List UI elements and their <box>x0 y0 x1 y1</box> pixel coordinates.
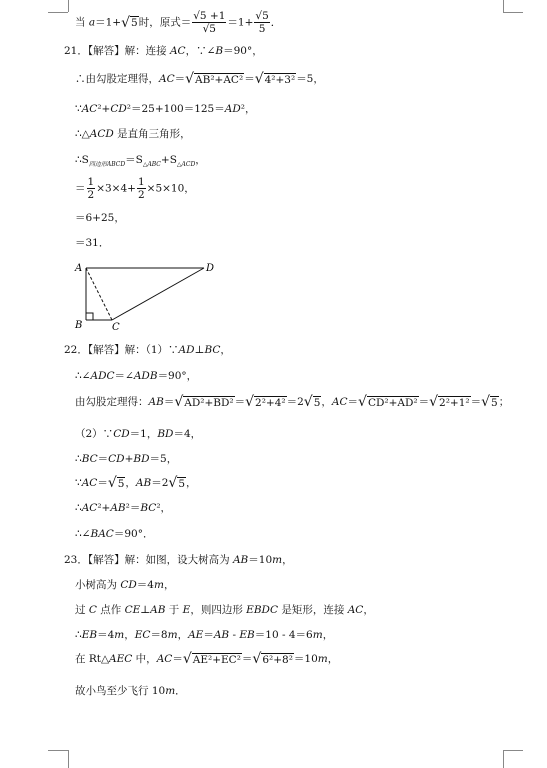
radicand: 2²+4² <box>255 396 286 409</box>
math-variable: BC <box>204 344 221 356</box>
text-run: ²＝ <box>125 502 141 514</box>
text-run: ＝1， <box>129 428 158 440</box>
text-run: 故小鸟至少飞行 10 <box>75 685 166 697</box>
math-variable: CD <box>110 103 127 115</box>
text-run: ＝6+25， <box>75 212 125 224</box>
line-16 <box>75 501 171 515</box>
radical-sign: √ <box>182 651 192 667</box>
math-variable: BAC <box>90 528 114 540</box>
radicand: CD²+AD² <box>367 396 418 409</box>
text-run: 23．【解答】解：如图，设大树高为 <box>64 554 233 566</box>
text-run: ＝ <box>418 396 430 408</box>
radicand: AE²+EC² <box>192 653 241 666</box>
line-10 <box>64 343 231 357</box>
math-variable: AB <box>135 477 152 489</box>
math-variable: AB <box>232 554 249 566</box>
text-run: ， <box>124 629 135 641</box>
text-run: ＝8 <box>150 629 168 641</box>
radical <box>358 395 419 409</box>
line-2 <box>64 44 263 58</box>
math-variable: EBDC <box>246 604 279 616</box>
text-run: ＝90°． <box>113 528 154 540</box>
text-run: ＝ <box>203 629 214 641</box>
text-run: ＝1+ <box>95 16 122 29</box>
text-run: ∴∠ <box>75 528 91 540</box>
label-d: D <box>206 263 215 274</box>
radical <box>481 395 499 409</box>
text-run: ＝4 <box>136 579 154 591</box>
radicand: 5 <box>313 396 321 409</box>
text-run: ＝31． <box>75 237 110 249</box>
text-run: ， <box>327 653 339 665</box>
text-run: ＝10 - 4＝6 <box>254 629 313 641</box>
math-variable: AE <box>188 629 204 641</box>
segment-ac-dashed <box>86 268 112 320</box>
radical-sign: √ <box>252 651 262 667</box>
text-run: 22．【解答】解：（1）∵ <box>64 344 179 356</box>
numerator: 1 <box>137 176 145 188</box>
text-run: ． <box>270 16 282 29</box>
line-17 <box>75 527 153 541</box>
radicand: AB²+AC² <box>195 73 244 86</box>
radical <box>252 652 294 666</box>
text-run: ＝5， <box>296 73 324 85</box>
line-1 <box>75 10 281 35</box>
text-run: ，则四边形 <box>190 604 247 616</box>
line-3 <box>75 72 324 86</box>
radicand: 4²+3² <box>264 73 296 86</box>
text-run: ， <box>322 629 334 641</box>
text-run: ²+ <box>97 103 111 115</box>
line-5 <box>75 127 191 141</box>
text-run: ＝ <box>234 396 246 408</box>
line-18 <box>64 553 293 567</box>
text-run: ＝ <box>97 453 109 465</box>
text-run: ＝ <box>97 477 108 489</box>
text-run: ＝ <box>174 73 186 85</box>
text-run: ． <box>175 685 186 697</box>
math-variable: BC <box>140 502 157 514</box>
line-13 <box>75 427 201 441</box>
subscript: 四边形ABCD <box>88 161 126 169</box>
text-run: ∵ <box>75 477 82 489</box>
math-variable: CD <box>113 428 130 440</box>
math-variable: AC <box>331 396 348 408</box>
math-variable: AB <box>110 502 126 514</box>
radicand: 5 <box>178 477 186 490</box>
text-run: 当 <box>75 16 89 29</box>
radicand: AD²+BD² <box>184 396 234 409</box>
math-variable: m <box>312 629 323 641</box>
radical <box>429 395 471 409</box>
crop-mark-tr-h <box>503 12 523 13</box>
line-21 <box>75 628 333 642</box>
text-run: ⊥ <box>194 344 205 356</box>
text-run: 小树高为 <box>75 579 121 591</box>
math-variable: m <box>165 685 176 697</box>
denominator: √5 <box>202 23 216 35</box>
math-variable: B <box>215 45 224 57</box>
line-4 <box>75 102 255 116</box>
math-variable: EB <box>239 629 255 641</box>
radical <box>108 476 126 490</box>
text-run: ＝4 <box>97 629 115 641</box>
crop-mark-tl-v <box>68 0 69 12</box>
math-variable: BC <box>81 453 98 465</box>
text-run: +S <box>160 154 177 166</box>
math-variable: m <box>153 579 164 591</box>
text-run: ， <box>186 477 197 489</box>
text-run: ＝ <box>347 396 359 408</box>
text-run: 点作 <box>96 604 125 616</box>
radical <box>174 395 234 409</box>
numerator: √5 +1 <box>193 10 226 22</box>
math-variable: AC <box>81 502 98 514</box>
math-variable: ADC <box>90 370 115 382</box>
text-run: ＝ <box>163 396 175 408</box>
crop-mark-br-v <box>503 750 504 768</box>
crop-mark-br-h <box>503 750 523 751</box>
radicand: 6²+8² <box>262 653 293 666</box>
line-12 <box>75 395 509 409</box>
text-run: ， <box>220 344 231 356</box>
label-b: B <box>75 320 83 331</box>
radical-sign: √ <box>174 394 184 410</box>
math-variable: m <box>272 554 283 566</box>
text-run: ＝1+ <box>227 16 254 29</box>
subscript: △ACD <box>176 161 196 169</box>
text-run: 过 <box>75 604 89 616</box>
math-variable: AC <box>156 653 173 665</box>
text-run: ∴ <box>75 629 82 641</box>
text-run: ＝ <box>244 73 255 85</box>
math-variable: AC <box>169 45 186 57</box>
math-variable: AC <box>81 477 98 489</box>
triangle-figure <box>72 258 222 334</box>
text-run: ＝ <box>172 653 183 665</box>
text-run: ＝5， <box>149 453 178 465</box>
text-run: ²， <box>156 502 172 514</box>
math-variable: AC <box>159 73 175 85</box>
line-6 <box>75 153 206 172</box>
math-variable: m <box>114 629 125 641</box>
text-run: ＝10 <box>248 554 273 566</box>
radicand: 5 <box>117 477 125 490</box>
line-11 <box>75 369 197 383</box>
crop-mark-bl-h <box>48 750 68 751</box>
text-run: ＝2 <box>151 477 169 489</box>
math-variable: a <box>88 16 96 29</box>
radical-sign: √ <box>303 394 313 410</box>
text-run: ∴S <box>75 154 89 166</box>
math-variable: m <box>317 653 328 665</box>
text-run: ＝∠ <box>114 370 134 382</box>
math-variable: CE <box>124 604 141 616</box>
line-22 <box>75 652 338 666</box>
text-run: ＝90°， <box>223 45 263 57</box>
math-variable: C <box>88 604 97 616</box>
radical-sign: √ <box>481 394 491 410</box>
crop-mark-tr-v <box>503 0 504 12</box>
line-9 <box>75 236 109 250</box>
math-variable: AC <box>347 604 364 616</box>
radical <box>245 395 287 409</box>
fraction <box>254 10 269 35</box>
math-variable: AB <box>150 604 166 616</box>
radical <box>183 652 242 666</box>
line-23 <box>75 684 186 698</box>
numerator: 1 <box>87 176 95 188</box>
text-run: ∴由勾股定理得， <box>75 73 159 85</box>
math-variable: CD <box>108 453 125 465</box>
crop-mark-tl-h <box>48 12 68 13</box>
text-run: ²＝25+100＝125＝ <box>126 103 225 115</box>
text-run: ， <box>321 396 332 408</box>
line-19 <box>75 578 174 592</box>
radicand: 5 <box>491 396 498 409</box>
right-angle-mark <box>86 313 93 320</box>
text-run: （2）∵ <box>75 428 114 440</box>
text-run: 在 Rt△ <box>75 653 110 665</box>
text-run: ，∵∠ <box>185 45 216 57</box>
math-variable: EB <box>81 629 98 641</box>
math-variable: BD <box>157 428 174 440</box>
text-run: ⊥ <box>140 604 151 616</box>
label-a: A <box>75 263 83 274</box>
radical <box>185 72 244 86</box>
text-run: 是直角三角形， <box>113 128 191 140</box>
math-variable: EC <box>134 629 151 641</box>
radical-sign: √ <box>107 475 117 491</box>
radical-sign: √ <box>121 14 131 31</box>
label-c: C <box>112 322 120 333</box>
text-run: ＝2 <box>286 396 304 408</box>
text-run: 21．【解答】解：连接 <box>64 45 170 57</box>
math-variable: AD <box>178 344 195 356</box>
line-7 <box>75 176 195 201</box>
text-run: ＝ <box>241 653 253 665</box>
text-run: 由勾股定理得： <box>75 396 149 408</box>
segment-cd <box>112 268 204 320</box>
text-run: ， <box>363 604 374 616</box>
text-run: 中， <box>132 653 157 665</box>
numerator: √5 <box>255 10 269 22</box>
fraction <box>137 176 146 201</box>
math-variable: ADB <box>133 370 158 382</box>
text-run: ∵ <box>75 103 82 115</box>
denominator: 2 <box>137 189 145 201</box>
text-run: ＝ <box>75 182 86 195</box>
text-run: ∴△ <box>75 128 90 140</box>
line-8 <box>75 211 125 225</box>
math-variable: AB <box>213 629 230 641</box>
math-variable: ACD <box>89 128 114 140</box>
text-run: ²， <box>240 103 256 115</box>
math-variable: CD <box>120 579 137 591</box>
denominator: 2 <box>87 189 95 201</box>
radical <box>168 476 186 490</box>
text-run: 时，原式＝ <box>138 16 192 29</box>
text-run: - <box>229 629 240 641</box>
radical <box>304 395 322 409</box>
math-variable: AEC <box>109 653 133 665</box>
text-run: ， <box>282 554 293 566</box>
fraction <box>87 176 96 201</box>
text-run: ， <box>195 154 206 166</box>
text-run: ， <box>163 579 175 591</box>
text-run: 是矩形，连接 <box>278 604 348 616</box>
text-run: ∴∠ <box>75 370 91 382</box>
text-run: 于 <box>165 604 183 616</box>
line-14 <box>75 452 177 466</box>
math-variable: E <box>182 604 191 616</box>
text-run: ∴ <box>75 502 82 514</box>
text-run: ； <box>498 396 510 408</box>
math-variable: AB <box>148 396 164 408</box>
radicand: 5 <box>131 17 138 29</box>
text-run: ＝ <box>470 396 482 408</box>
radical <box>255 72 297 86</box>
math-variable: AD <box>224 103 241 115</box>
text-run: ∴ <box>75 453 82 465</box>
math-variable: m <box>167 629 178 641</box>
radical-sign: √ <box>185 71 195 87</box>
radicand: 2²+1² <box>439 396 470 409</box>
text-run: ， <box>125 477 136 489</box>
subscript: △ABC <box>142 161 161 169</box>
crop-mark-bl-v <box>68 750 69 768</box>
radical-sign: √ <box>168 475 178 491</box>
text-run: ＝10 <box>293 653 318 665</box>
fraction <box>192 10 226 35</box>
radical-sign: √ <box>254 71 264 87</box>
text-run: + <box>124 453 134 465</box>
text-run: ²+ <box>97 502 111 514</box>
radical-sign: √ <box>429 394 439 410</box>
text-run: ×5×10， <box>146 182 195 195</box>
text-run: ＝4， <box>173 428 202 440</box>
radical-sign: √ <box>358 394 367 410</box>
radical <box>121 16 139 30</box>
math-variable: AC <box>81 103 98 115</box>
denominator: 5 <box>258 23 266 35</box>
text-run: ， <box>177 629 189 641</box>
line-20 <box>75 603 374 617</box>
radical-sign: √ <box>245 394 255 410</box>
text-run: ＝S <box>125 154 143 166</box>
text-run: ×3×4+ <box>96 182 136 195</box>
text-run: ＝90°， <box>157 370 198 382</box>
math-variable: BD <box>133 453 150 465</box>
line-15 <box>75 476 197 490</box>
